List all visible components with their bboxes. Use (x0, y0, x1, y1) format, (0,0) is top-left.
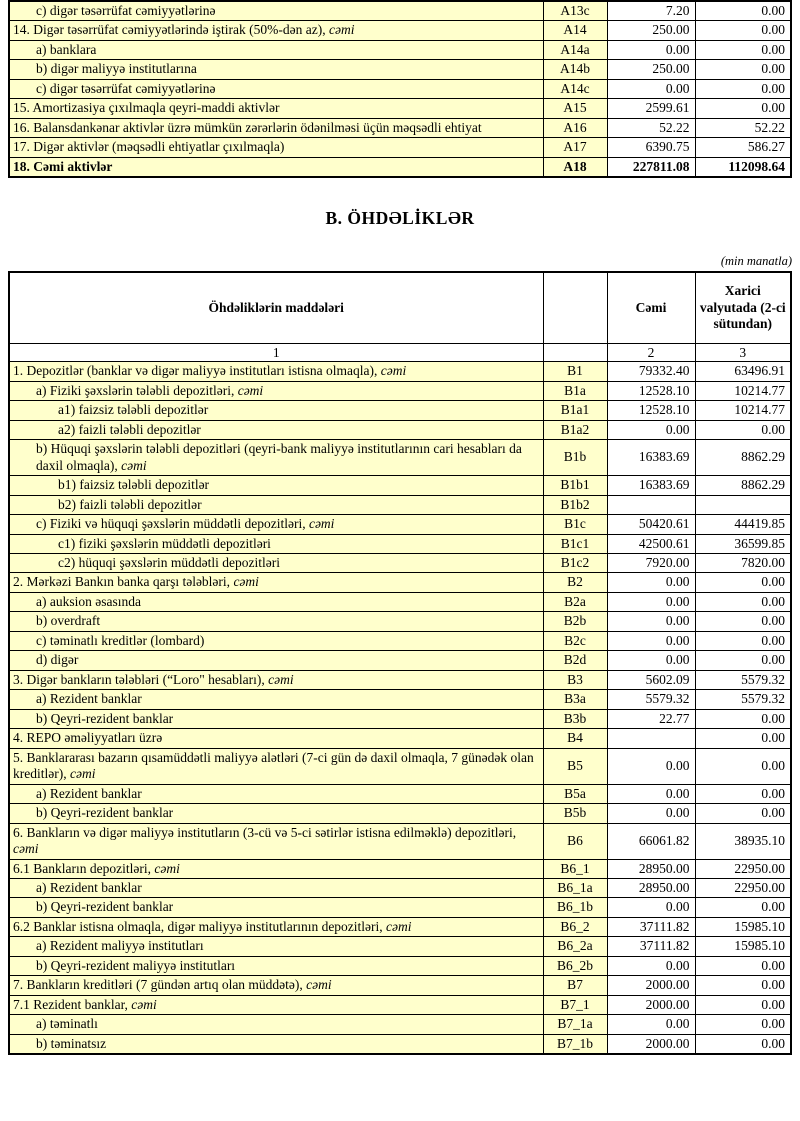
row-code: B3b (543, 709, 607, 728)
row-code: B5b (543, 804, 607, 823)
row-code: B6_1b (543, 898, 607, 917)
row-code: A16 (543, 118, 607, 137)
table-row (9, 976, 791, 995)
row-foreign: 0.00 (695, 573, 791, 592)
table-row (9, 40, 791, 59)
row-label: b1) faizsiz tələbli depozitlər (9, 476, 543, 495)
row-code: A17 (543, 138, 607, 157)
row-total: 0.00 (607, 40, 695, 59)
row-label: a) Fiziki şəxslərin tələbli depozitləri, cəmi (9, 381, 543, 400)
row-total: 12528.10 (607, 381, 695, 400)
row-label: 14. Digər təsərrüfat cəmiyyətlərində iştirak (50%-dən az), cəmi (9, 21, 543, 40)
row-label: a) Rezident banklar (9, 784, 543, 803)
row-label: 17. Digər aktivlər (məqsədli ehtiyatlar çıxılmaqla) (9, 138, 543, 157)
row-total: 0.00 (607, 573, 695, 592)
liabilities-header-row (9, 272, 791, 344)
row-total: 66061.82 (607, 823, 695, 859)
row-code: B2a (543, 592, 607, 611)
table-row (9, 748, 791, 784)
row-total: 37111.82 (607, 937, 695, 956)
row-total: 0.00 (607, 651, 695, 670)
row-foreign: 0.00 (695, 976, 791, 995)
row-label: a) Rezident banklar (9, 690, 543, 709)
row-total: 7.20 (607, 1, 695, 21)
row-total: 22.77 (607, 709, 695, 728)
row-label: a) təminatlı (9, 1015, 543, 1034)
row-label: c1) fiziki şəxslərin müddətli depozitləri (9, 534, 543, 553)
table-row (9, 21, 791, 40)
row-foreign: 15985.10 (695, 917, 791, 936)
col-header-code (543, 272, 607, 344)
liabilities-table (8, 271, 792, 1055)
row-label: c) digər təsərrüfat cəmiyyətlərinə (9, 79, 543, 98)
row-total: 37111.82 (607, 917, 695, 936)
row-label: a) auksion əsasında (9, 592, 543, 611)
table-row (9, 440, 791, 476)
row-foreign: 0.00 (695, 99, 791, 118)
row-foreign: 0.00 (695, 1034, 791, 1054)
row-total: 0.00 (607, 420, 695, 439)
table-row (9, 729, 791, 748)
row-total: 52.22 (607, 118, 695, 137)
table-row (9, 995, 791, 1014)
section-title: B. ÖHDƏLİKLƏR (325, 208, 475, 229)
row-total: 250.00 (607, 21, 695, 40)
table-row (9, 554, 791, 573)
row-code: B6_2 (543, 917, 607, 936)
row-label: 7.1 Rezident banklar, cəmi (9, 995, 543, 1014)
colnum-foreign: 3 (695, 344, 791, 362)
row-label: b) Qeyri-rezident banklar (9, 709, 543, 728)
colnum-code (543, 344, 607, 362)
row-foreign: 0.00 (695, 60, 791, 79)
row-foreign: 0.00 (695, 612, 791, 631)
row-code: B6_1a (543, 878, 607, 897)
row-code: B1a1 (543, 401, 607, 420)
table-row (9, 804, 791, 823)
row-label: a) Rezident maliyyə institutları (9, 937, 543, 956)
table-row (9, 859, 791, 878)
row-foreign: 10214.77 (695, 381, 791, 400)
row-code: B2 (543, 573, 607, 592)
row-foreign: 0.00 (695, 631, 791, 650)
row-foreign: 586.27 (695, 138, 791, 157)
row-total: 250.00 (607, 60, 695, 79)
row-foreign: 5579.32 (695, 670, 791, 689)
row-foreign: 63496.91 (695, 362, 791, 381)
row-label: 4. REPO əməliyyatları üzrə (9, 729, 543, 748)
table-row (9, 476, 791, 495)
row-code: A18 (543, 157, 607, 177)
row-label: 6.1 Bankların depozitləri, cəmi (9, 859, 543, 878)
row-code: A13c (543, 1, 607, 21)
row-total: 227811.08 (607, 157, 695, 177)
unit-note: (min manatla) (720, 253, 792, 268)
row-code: B6 (543, 823, 607, 859)
col-header-foreign: Xarici valyutada (2-ci sütundan) (695, 272, 791, 344)
row-label: 6. Bankların və digər maliyyə institutların (3-cü və 5-ci sətirlər istisna edilməklə) depozitləri, cəmi (9, 823, 543, 859)
table-row (9, 60, 791, 79)
table-row (9, 823, 791, 859)
row-total (607, 729, 695, 748)
row-foreign: 0.00 (695, 79, 791, 98)
table-row (9, 956, 791, 975)
row-label: 18. Cəmi aktivlər (9, 157, 543, 177)
row-total: 0.00 (607, 1015, 695, 1034)
row-label: b) Hüquqi şəxslərin tələbli depozitləri (qeyri-bank maliyyə institutlarının cari hesabları da daxil olmaqla), cəmi (9, 440, 543, 476)
row-code: B4 (543, 729, 607, 748)
row-code: B1b1 (543, 476, 607, 495)
row-code: B1b2 (543, 495, 607, 514)
row-label: b) təminatsız (9, 1034, 543, 1054)
row-total: 5602.09 (607, 670, 695, 689)
table-row (9, 515, 791, 534)
row-code: B7_1a (543, 1015, 607, 1034)
row-total: 50420.61 (607, 515, 695, 534)
row-foreign: 0.00 (695, 804, 791, 823)
row-total: 0.00 (607, 804, 695, 823)
row-label: a) banklara (9, 40, 543, 59)
row-total: 5579.32 (607, 690, 695, 709)
table-row (9, 495, 791, 514)
row-label: c) Fiziki və hüquqi şəxslərin müddətli depozitləri, cəmi (9, 515, 543, 534)
row-code: A14c (543, 79, 607, 98)
row-label: a) Rezident banklar (9, 878, 543, 897)
table-row (9, 99, 791, 118)
row-foreign (695, 495, 791, 514)
row-code: B6_2a (543, 937, 607, 956)
table-row (9, 157, 791, 177)
row-foreign: 36599.85 (695, 534, 791, 553)
assets-table (8, 0, 792, 178)
row-foreign: 15985.10 (695, 937, 791, 956)
row-code: B7_1 (543, 995, 607, 1014)
row-label: 6.2 Banklar istisna olmaqla, digər maliyyə institutlarının depozitləri, cəmi (9, 917, 543, 936)
row-total: 0.00 (607, 898, 695, 917)
row-label: b) Qeyri-rezident banklar (9, 804, 543, 823)
row-code: B7 (543, 976, 607, 995)
row-label: 3. Digər bankların tələbləri (“Loro" hesabları), cəmi (9, 670, 543, 689)
row-foreign: 7820.00 (695, 554, 791, 573)
row-label: b) overdraft (9, 612, 543, 631)
row-total (607, 495, 695, 514)
row-label: a1) faizsiz tələbli depozitlər (9, 401, 543, 420)
colnum-items: 1 (9, 344, 543, 362)
row-total: 0.00 (607, 592, 695, 611)
row-code: B5a (543, 784, 607, 803)
row-code: B1c1 (543, 534, 607, 553)
row-total: 2000.00 (607, 995, 695, 1014)
col-header-total: Cəmi (607, 272, 695, 344)
row-foreign: 0.00 (695, 1, 791, 21)
row-label: b2) faizli tələbli depozitlər (9, 495, 543, 514)
row-code: B6_1 (543, 859, 607, 878)
row-foreign: 8862.29 (695, 440, 791, 476)
row-foreign: 0.00 (695, 748, 791, 784)
column-number-row (9, 344, 791, 362)
table-row (9, 878, 791, 897)
table-row (9, 784, 791, 803)
table-row (9, 651, 791, 670)
row-label: d) digər (9, 651, 543, 670)
table-row (9, 709, 791, 728)
row-label: 5. Banklararası bazarın qısamüddətli maliyyə alətləri (7-ci gün də daxil olmaqla, 7 günədək olan kreditlər), cəmi (9, 748, 543, 784)
row-total: 0.00 (607, 784, 695, 803)
row-label: 7. Bankların kreditləri (7 gündən artıq olan müddətə), cəmi (9, 976, 543, 995)
row-foreign: 0.00 (695, 592, 791, 611)
row-total: 2599.61 (607, 99, 695, 118)
row-code: B1a2 (543, 420, 607, 439)
row-code: B6_2b (543, 956, 607, 975)
colnum-total: 2 (607, 344, 695, 362)
row-code: A14a (543, 40, 607, 59)
row-total: 0.00 (607, 748, 695, 784)
row-code: A14 (543, 21, 607, 40)
table-row (9, 534, 791, 553)
row-code: B1 (543, 362, 607, 381)
table-row (9, 362, 791, 381)
row-total: 0.00 (607, 79, 695, 98)
row-total: 6390.75 (607, 138, 695, 157)
row-foreign: 112098.64 (695, 157, 791, 177)
row-foreign: 0.00 (695, 995, 791, 1014)
row-code: A15 (543, 99, 607, 118)
row-foreign: 0.00 (695, 956, 791, 975)
row-code: B5 (543, 748, 607, 784)
row-label: c2) hüquqi şəxslərin müddətli depozitləri (9, 554, 543, 573)
row-foreign: 0.00 (695, 420, 791, 439)
row-label: c) təminatlı kreditlər (lombard) (9, 631, 543, 650)
row-label: 15. Amortizasiya çıxılmaqla qeyri-maddi aktivlər (9, 99, 543, 118)
row-total: 12528.10 (607, 401, 695, 420)
row-foreign: 0.00 (695, 729, 791, 748)
row-total: 28950.00 (607, 859, 695, 878)
row-foreign: 0.00 (695, 709, 791, 728)
row-code: B2c (543, 631, 607, 650)
row-label: b) Qeyri-rezident maliyyə institutları (9, 956, 543, 975)
row-foreign: 0.00 (695, 21, 791, 40)
row-code: B2b (543, 612, 607, 631)
table-row (9, 690, 791, 709)
row-total: 0.00 (607, 956, 695, 975)
table-row (9, 937, 791, 956)
row-foreign: 38935.10 (695, 823, 791, 859)
table-row (9, 138, 791, 157)
table-row (9, 592, 791, 611)
row-code: B1c2 (543, 554, 607, 573)
table-row (9, 917, 791, 936)
row-code: B1c (543, 515, 607, 534)
row-foreign: 5579.32 (695, 690, 791, 709)
row-total: 16383.69 (607, 440, 695, 476)
row-total: 0.00 (607, 612, 695, 631)
row-foreign: 44419.85 (695, 515, 791, 534)
row-foreign: 52.22 (695, 118, 791, 137)
table-row (9, 612, 791, 631)
row-total: 2000.00 (607, 1034, 695, 1054)
row-label: b) digər maliyyə institutlarına (9, 60, 543, 79)
row-foreign: 8862.29 (695, 476, 791, 495)
table-row (9, 118, 791, 137)
row-code: B3a (543, 690, 607, 709)
row-code: B3 (543, 670, 607, 689)
row-label: 1. Depozitlər (banklar və digər maliyyə institutları istisna olmaqla), cəmi (9, 362, 543, 381)
row-foreign: 0.00 (695, 40, 791, 59)
row-label: 16. Balansdankənar aktivlər üzrə mümkün zərərlərin ödənilməsi üçün məqsədli ehtiyat (9, 118, 543, 137)
table-row (9, 670, 791, 689)
row-code: B1a (543, 381, 607, 400)
row-code: B1b (543, 440, 607, 476)
row-code: B2d (543, 651, 607, 670)
row-label: c) digər təsərrüfat cəmiyyətlərinə (9, 1, 543, 21)
row-foreign: 0.00 (695, 1015, 791, 1034)
row-total: 28950.00 (607, 878, 695, 897)
col-header-items: Öhdəliklərin maddələri (9, 272, 543, 344)
row-total: 16383.69 (607, 476, 695, 495)
table-row (9, 1034, 791, 1054)
table-row (9, 631, 791, 650)
table-row (9, 898, 791, 917)
row-total: 7920.00 (607, 554, 695, 573)
row-total: 79332.40 (607, 362, 695, 381)
row-label: 2. Mərkəzi Bankın banka qarşı tələbləri, cəmi (9, 573, 543, 592)
row-code: A14b (543, 60, 607, 79)
row-label: a2) faizli tələbli depozitlər (9, 420, 543, 439)
table-row (9, 573, 791, 592)
liabilities-tbody (9, 362, 791, 1054)
table-row (9, 1015, 791, 1034)
row-foreign: 0.00 (695, 651, 791, 670)
row-total: 2000.00 (607, 976, 695, 995)
row-total: 0.00 (607, 631, 695, 650)
table-row (9, 420, 791, 439)
row-foreign: 22950.00 (695, 859, 791, 878)
table-row (9, 401, 791, 420)
table-row (9, 381, 791, 400)
row-foreign: 10214.77 (695, 401, 791, 420)
table-row (9, 79, 791, 98)
table-row (9, 1, 791, 21)
assets-tbody (9, 1, 791, 177)
row-foreign: 22950.00 (695, 878, 791, 897)
row-total: 42500.61 (607, 534, 695, 553)
row-foreign: 0.00 (695, 898, 791, 917)
row-code: B7_1b (543, 1034, 607, 1054)
row-foreign: 0.00 (695, 784, 791, 803)
row-label: b) Qeyri-rezident banklar (9, 898, 543, 917)
